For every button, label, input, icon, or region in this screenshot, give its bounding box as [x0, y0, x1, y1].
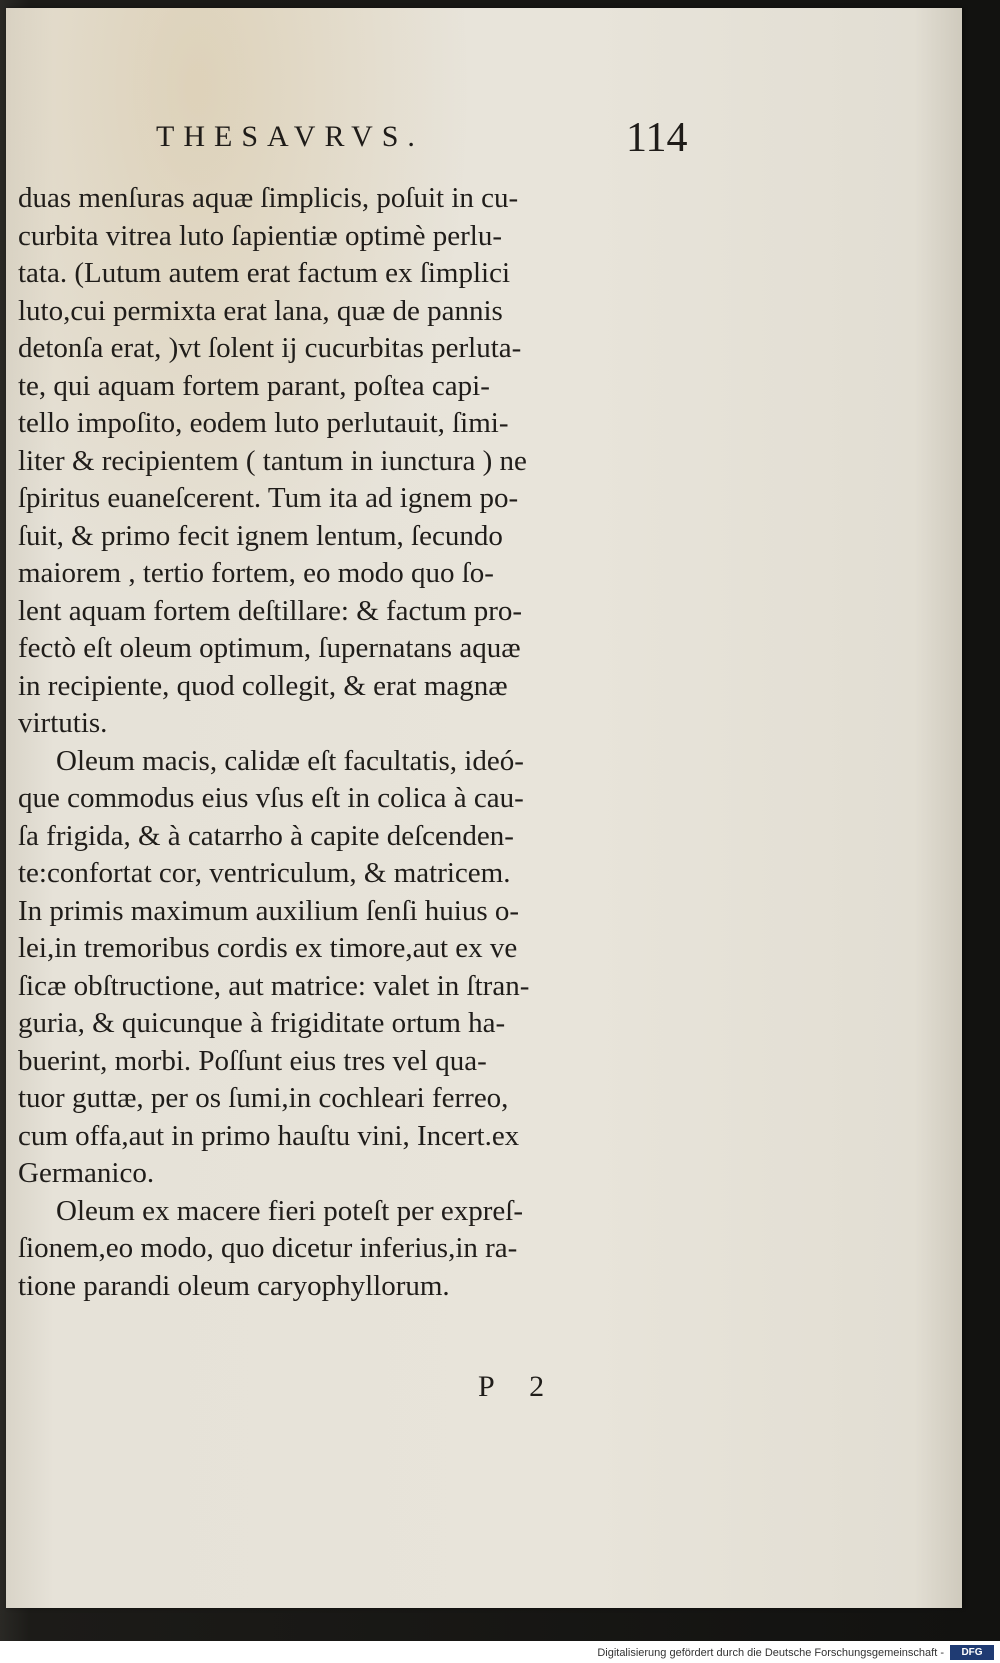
text-line: In primis maximum auxilium ſenſi huius o-: [18, 894, 520, 927]
text-line: tuor guttæ, per os ſumi,in cochleari ferreo,: [18, 1082, 509, 1114]
paragraph-start-line: Oleum ex macere fieri poteſt per expreſ-: [56, 1194, 523, 1227]
page-number: 114: [626, 115, 688, 161]
text-line: in recipiente, quod collegit, & erat magnæ: [18, 669, 508, 702]
text-line: fectò eſt oleum optimum, ſupernatans aquæ: [18, 632, 521, 664]
text-line: virtutis.: [18, 707, 108, 739]
text-line: detonſa erat, )vt ſolent ij cucurbitas perluta-: [18, 332, 522, 364]
text-line: luto,cui permixta erat lana, quæ de pannis: [18, 294, 503, 327]
text-line: lei,in tremoribus cordis ex timore,aut ex ve: [18, 932, 518, 964]
text-line: tione parandi oleum caryophyllorum.: [18, 1269, 450, 1302]
text-line: liter & recipientem ( tantum in iunctura ) ne: [18, 444, 527, 477]
text-line: Germanico.: [18, 1157, 155, 1189]
signature-mark: P 2: [478, 1370, 559, 1403]
book-page: [6, 8, 962, 1608]
text-line: lent aquam fortem deſtillare: & factum pro-: [18, 594, 523, 627]
text-line: tello impoſito, eodem luto perlutauit, ſimi-: [18, 407, 509, 439]
text-line: guria, & quicunque à frigiditate ortum ha-: [18, 1007, 506, 1039]
text-line: ſa frigida, & à catarrho à capite deſcenden-: [18, 819, 514, 852]
funding-credit: Digitalisierung gefördert durch die Deutsche Forschungsgemeinschaft -: [597, 1647, 944, 1659]
text-line: buerint, morbi. Poſſunt eius tres vel qua-: [18, 1044, 487, 1077]
running-title: THESAVRVS.: [156, 120, 424, 153]
text-line: ſicæ obſtructione, aut matrice: valet in ſtran-: [18, 969, 530, 1002]
text-line: cum offa,aut in primo hauſtu vini, Incert.ex: [18, 1119, 520, 1152]
text-line: ſuit, & primo fecit ignem lentum, ſecundo: [18, 519, 503, 552]
paragraph-start-line: Oleum macis, calidæ eſt facultatis, ideó-: [56, 744, 524, 777]
text-line: duas menſuras aquæ ſimplicis, poſuit in cu-: [18, 182, 519, 214]
dfg-logo: DFG: [950, 1645, 994, 1660]
text-line: curbita vitrea luto ſapientiæ optimè perlu-: [18, 219, 502, 252]
text-line: te:confortat cor, ventriculum, & matricem.: [18, 857, 511, 889]
body-text: [18, 180, 678, 1305]
text-line: que commodus eius vſus eſt in colica à cau-: [18, 782, 524, 814]
digitization-footer: [0, 1641, 1000, 1663]
text-line: ſionem,eo modo, quo dicetur inferius,in ra-: [18, 1232, 518, 1264]
text-line: tata. (Lutum autem erat factum ex ſimplici: [18, 257, 511, 289]
text-line: maiorem , tertio fortem, eo modo quo ſo-: [18, 557, 494, 589]
page-header: [156, 115, 696, 170]
text-line: te, qui aquam fortem parant, poſtea capi-: [18, 369, 490, 402]
text-line: ſpiritus euaneſcerent. Tum ita ad ignem po-: [18, 482, 519, 514]
